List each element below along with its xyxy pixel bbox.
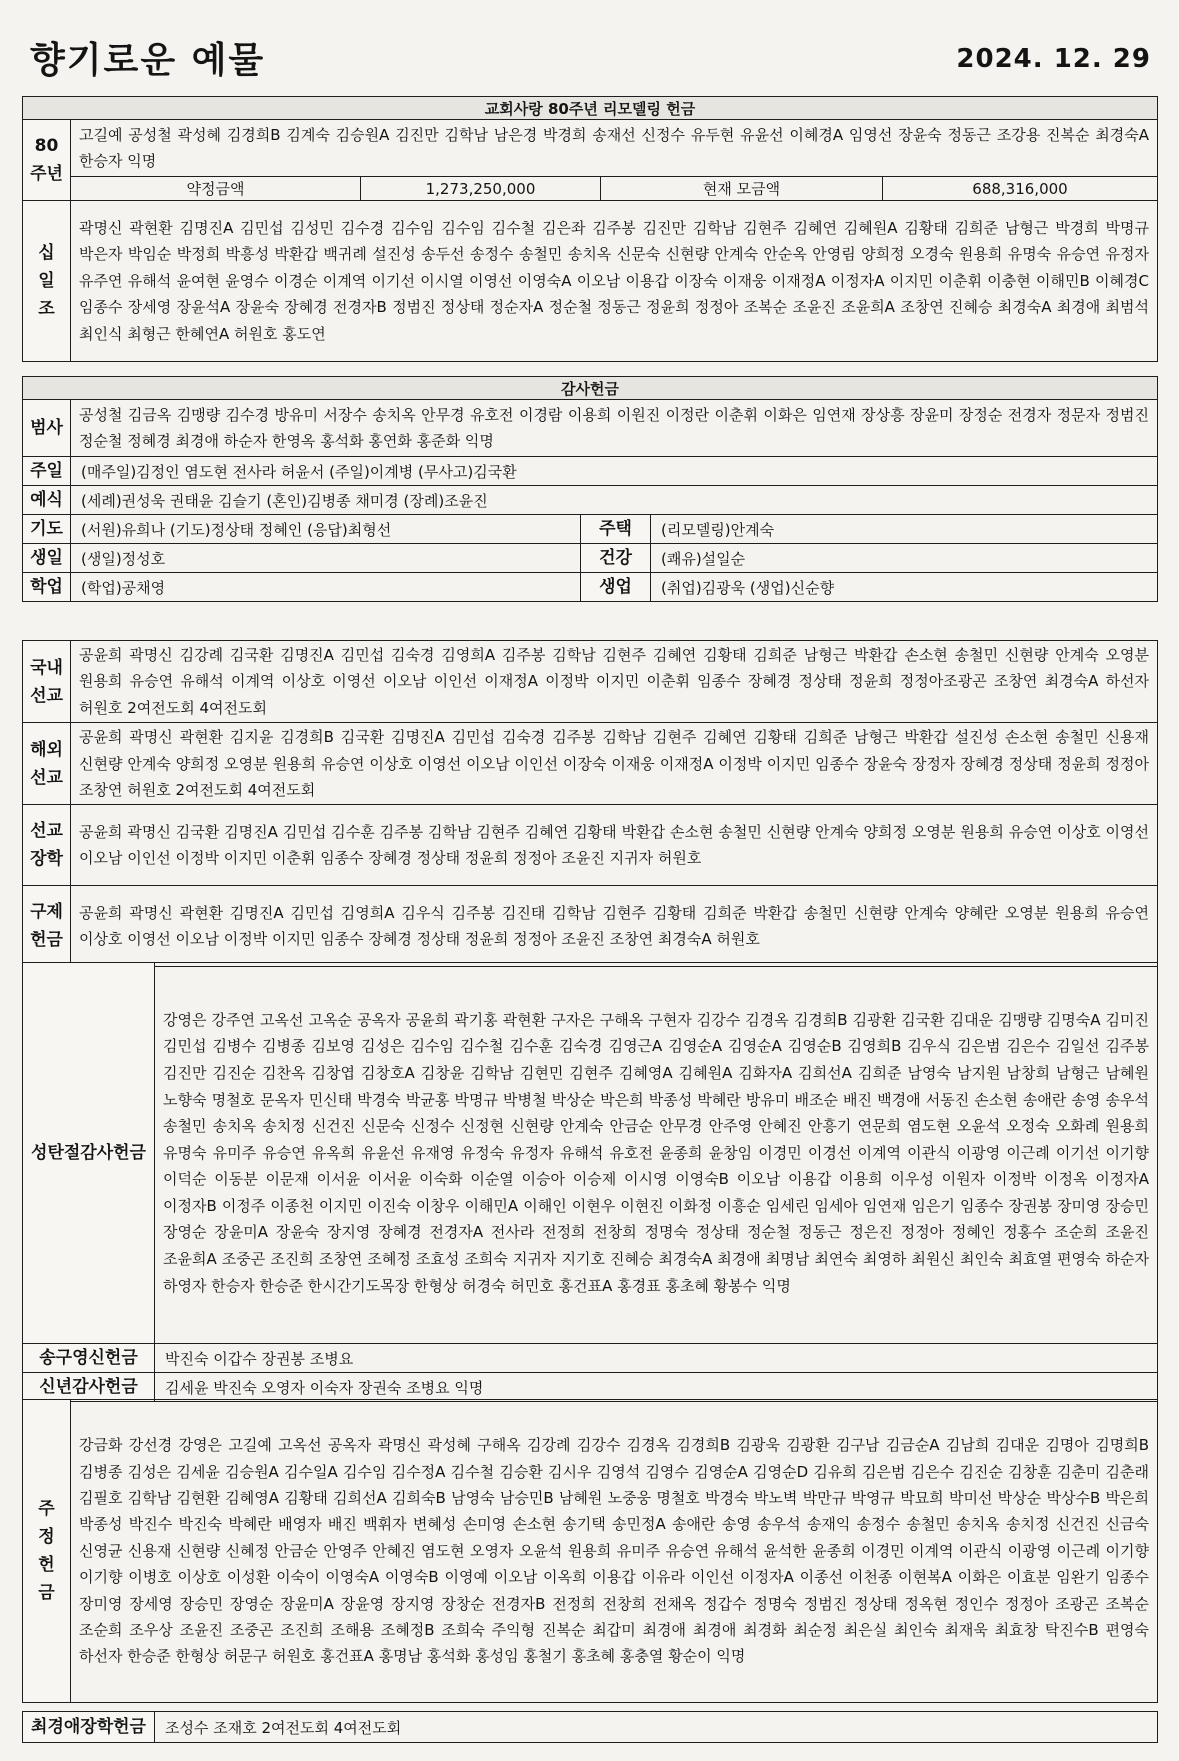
bulletin-date: 2024. 12. 29 — [956, 44, 1151, 74]
thanks-row-names: 공성철 김금옥 김맹량 김수경 방유미 서장수 송치옥 안무경 유호전 이경람 이용희 이원진 이정란 이춘휘 이화은 임연재 장상흥 장윤미 장정순 전경자 정문자 정범진 정순철 정혜경 최경애 하순자 한영옥 홍석화 홍연화 홍준화 익명 — [71, 400, 1158, 457]
thanks-pair-names: (서원)유희나 (기도)정상태 정혜인 (응답)최형선 — [71, 515, 581, 544]
remodel-tithe-table — [22, 96, 1158, 362]
mission-label: 해외 선교 — [23, 723, 71, 805]
farewell-names: 박진숙 이갑수 장권봉 조병요 — [155, 1344, 1158, 1373]
remodel-section-title: 교회사랑 80주년 리모델링 헌금 — [23, 97, 1158, 120]
thanks-pair-names: (생일)정성호 — [71, 544, 581, 573]
thanks-pair-label: 학업 — [23, 573, 71, 602]
missions-table — [22, 640, 1158, 967]
pledge-value: 1,273,250,000 — [361, 177, 601, 201]
scholarship-table — [22, 1711, 1158, 1743]
remodel-names: 고길예 공성철 곽성혜 김경희B 김계숙 김승원A 김진만 김학남 남은경 박경희 송재선 신정수 유두현 유윤선 이혜경A 임영선 장윤숙 정동근 조강용 진복순 최경숙A 한승자 익명 — [71, 120, 1158, 177]
mission-names: 공윤희 곽명신 곽현환 김명진A 김민섭 김영희A 김우식 김주봉 김진태 김학남 김현주 김황태 김희준 박환갑 송철민 신현량 안계숙 양혜란 오영분 원용희 유승연 이상호 이영선 이오남 이정박 이지민 임종수 장혜경 정상태 정윤희 정정아 조윤진 조창연 최경숙A 허원호 — [71, 886, 1158, 967]
mission-names: 공윤희 곽명신 김국환 김명진A 김민섭 김수훈 김주봉 김학남 김현주 김혜연 김황태 박환갑 손소현 송철민 신현량 안계숙 양희정 오영분 원용희 유승연 이상호 이영선 이오남 이인선 이정박 이지민 이춘휘 임종수 장혜경 정상태 정윤희 정정아 조윤진 지귀자 허원호 — [71, 805, 1158, 886]
thanks-pair-label: 주택 — [581, 515, 651, 544]
thanks-section-title: 감사헌금 — [23, 377, 1158, 400]
thanks-pair-label: 건강 — [581, 544, 651, 573]
christmas-names: 강영은 강주연 고옥선 고옥순 공옥자 공윤희 곽기홍 곽현환 구자은 구해옥 구현자 김강수 김경옥 김경희B 김광환 김국환 김대운 김맹량 김명숙A 김미진 김민섭 김병수 김병종 김보영 김성은 김수임 김수철 김수훈 김숙경 김영근A 김영순A 김영순A 김영순B 김영희B 김우식 김은범 김은수 김일선 김주봉 김진만 김진순 김찬옥 김창엽 김창호A 김창윤 김학남 김현민 김현주 김혜영A 김혜원A 김화자A 김희선A 김희준 남영숙 남지원 남창희 남형근 남혜원 노향숙 명철호 문옥자 민신태 박경숙 박균홍 박명규 박병철 박상순 박은희 박종성 박혜란 방유미 배조순 배진 백경애 서동진 손소현 송애란 송영 송우석 송철민 송치옥 송치정 신건진 신문숙 신정수 신정현 신현량 안계숙 안금순 안무경 안주영 안혜진 안흥기 연문희 염도현 오윤석 오정숙 오화례 원용희 유명숙 유미주 유승연 유옥희 유윤선 유재영 유정숙 유정자 유해석 유호전 윤종희 윤창임 이경민 이경선 이계역 이관식 이광영 이근례 이기선 이기향 이덕순 이동분 이문재 이서윤 이서윤 이숙화 이순열 이승아 이승제 이시영 이영숙B 이오남 이용갑 이용희 이우성 이원자 이정박 이정옥 이정자A 이정자B 이정주 이종천 이지민 이진숙 이창우 이해민A 이해인 이현우 이현진 이화정 이흥순 임세린 임세아 임연재 임은기 임종수 장권봉 장미영 장승민 장영순 장윤미A 장윤숙 장지영 장혜경 전경자A 전사라 전정희 전창희 정명숙 정상태 정순철 정동근 정은진 정정아 정혜인 정홍수 조순희 조윤진 조윤희A 조중곤 조진희 조창연 조혜정 조효성 조희숙 지귀자 지기호 진혜승 최경숙A 최경애 최명남 최연숙 최영하 최원신 최인숙 최효열 편영숙 하순자 하영자 한승자 한승준 한시간기도목장 한형상 허경숙 허민호 홍건표A 홍경표 홍초혜 황봉수 익명 — [155, 963, 1158, 1344]
weekly-offering-table — [22, 1399, 1158, 1703]
special-offering-table — [22, 962, 1158, 1402]
thanks-row-label: 예식 — [23, 486, 71, 515]
label-80th-anniversary: 80 주년 — [23, 120, 71, 201]
thanks-pair-names: (취업)김광욱 (생업)신순향 — [651, 573, 1158, 602]
mission-label: 구제 헌금 — [23, 886, 71, 967]
mission-names: 공윤희 곽명신 곽현환 김지윤 김경희B 김국환 김명진A 김민섭 김숙경 김주봉 김학남 김현주 김혜연 김황태 김희준 남형근 박환갑 설진성 손소현 송철민 신용재 신현량 안계숙 양희정 오영분 원용희 유승연 이상호 이영선 이오남 이인선 이장숙 이재웅 이재정A 이정박 이지민 임종수 장윤숙 장정자 장혜경 정상태 정윤희 정정아 조창연 허원호 2여전도회 4여전도회 — [71, 723, 1158, 805]
mission-names: 공윤희 곽명신 김강례 김국환 김명진A 김민섭 김숙경 김영희A 김주봉 김학남 김현주 김혜연 김황태 김희준 남형근 박환갑 손소현 송철민 신현량 안계숙 오영분 원용희 유승연 유해석 이계역 이상호 이영선 이오남 이인선 이재정A 이정박 이지민 이춘휘 임종수 장혜경 정상태 정윤희 정정아조광곤 조창연 최경숙A 하선자 허원호 2여전도회 4여전도회 — [71, 641, 1158, 723]
weekly-label: 주 정 헌 금 — [23, 1400, 71, 1703]
thanks-pair-label: 생업 — [581, 573, 651, 602]
thanks-pair-names: (쾌유)설일순 — [651, 544, 1158, 573]
newyear-names: 김세윤 박진숙 오영자 이숙자 장권숙 조병요 익명 — [155, 1373, 1158, 1402]
tithe-names: 곽명신 곽현환 김명진A 김민섭 김성민 김수경 김수임 김수임 김수철 김은좌 김주봉 김진만 김학남 김현주 김혜연 김혜원A 김황태 김희준 남형근 박경희 박명규 박은자 박임순 박정희 박흥성 박환갑 백귀례 설진성 송두선 송정수 송철민 송치옥 신문숙 신현량 안계숙 안순옥 안영림 양희정 오경숙 원용희 유명숙 유승연 유정자 유주연 유해석 윤여현 윤영수 이경순 이계역 이기선 이시열 이영선 이영숙A 이오남 이용갑 이장숙 이재웅 이재정A 이정자A 이지민 이춘휘 이충현 이해민B 이혜경C 임종수 장세영 장윤석A 장윤숙 장혜경 전경자B 정범진 정상태 정순자A 정순철 정동근 정윤희 정정아 조복순 조윤진 조윤희A 조창연 진혜승 최경숙A 최경애 최범석 최인식 최형근 한혜연A 허원호 홍도연 — [71, 201, 1158, 362]
thanks-pair-names: (리모델링)안계숙 — [651, 515, 1158, 544]
thanks-offering-table — [22, 376, 1158, 602]
thanks-row-names: (매주일)김정인 염도현 전사라 허윤서 (주일)이계병 (무사고)김국환 — [71, 457, 1158, 486]
christmas-label: 성탄절감사헌금 — [23, 963, 155, 1344]
current-amount-value: 688,316,000 — [883, 177, 1158, 201]
thanks-row-names: (세례)권성욱 권태윤 김슬기 (혼인)김병종 채미경 (장례)조윤진 — [71, 486, 1158, 515]
pledge-label: 약정금액 — [71, 177, 361, 201]
thanks-pair-label: 생일 — [23, 544, 71, 573]
newyear-label: 신년감사헌금 — [23, 1373, 155, 1402]
current-amount-label: 현재 모금액 — [601, 177, 883, 201]
mission-label: 국내 선교 — [23, 641, 71, 723]
thanks-pair-names: (학업)공채영 — [71, 573, 581, 602]
farewell-label: 송구영신헌금 — [23, 1344, 155, 1373]
scholarship-names: 조성수 조재호 2여전도회 4여전도회 — [155, 1712, 1158, 1743]
thanks-row-label: 주일 — [23, 457, 71, 486]
page-title: 향기로운 예물 — [30, 40, 266, 81]
thanks-row-label: 범사 — [23, 400, 71, 457]
weekly-names: 강금화 강선경 강영은 고길예 고옥선 공옥자 곽명신 곽성혜 구해옥 김강례 김강수 김경옥 김경희B 김광욱 김광환 김구남 김금순A 김남희 김대운 김명아 김명희B 김병종 김성은 김세윤 김승원A 김수일A 김수임 김수정A 김수철 김승환 김시우 김영석 김영수 김영순A 김영순D 김유희 김은범 김은수 김진순 김창훈 김춘미 김춘래 김필호 김학남 김현환 김혜영A 김황태 김희선A 김희숙B 남영숙 남승민B 남혜원 노중웅 명철호 박경숙 박노벽 박만규 박영규 박묘희 박미선 박상순 박상수B 박은희 박종성 박진수 박진숙 박혜란 배영자 배진 백휘자 변혜성 손미영 손소현 송기택 송민정A 송애란 송영 송우석 송재익 송정수 송철민 송치옥 송치정 신건진 신금숙 신영균 신용재 신현량 신혜정 안금순 안영주 안혜진 염도현 오영자 오윤석 원용희 유미주 유승연 유해석 윤석한 윤종희 이경민 이계역 이관식 이광영 이근례 이기향 이기향 이병호 이상호 이성환 이숙이 이영숙A 이영숙B 이영예 이오남 이옥희 이용갑 이유라 이인선 이정자A 이종선 이천종 이현복A 이화은 이효분 임완기 임종수 장미영 장세영 장승민 장영순 장윤미A 장윤영 장지영 장창순 전경자B 전정희 전창희 전채옥 정갑수 정명숙 정범진 정상태 정옥현 정인수 정정아 조광곤 조복순 조순희 조우상 조윤진 조중곤 조진희 조해용 조혜정B 조희숙 주익형 진복순 최갑미 최경애 최경애 최경화 최순정 최은실 최인숙 최재욱 최효창 탁진수B 편영숙 하선자 한승준 한형상 허문구 허원호 홍건표A 홍명남 홍석화 홍성임 홍철기 홍초혜 홍충열 황순이 익명 — [71, 1400, 1158, 1703]
mission-label: 선교 장학 — [23, 805, 71, 886]
thanks-pair-label: 기도 — [23, 515, 71, 544]
tithe-label: 십 일 조 — [23, 201, 71, 362]
scholarship-label: 최경애장학헌금 — [23, 1712, 155, 1743]
